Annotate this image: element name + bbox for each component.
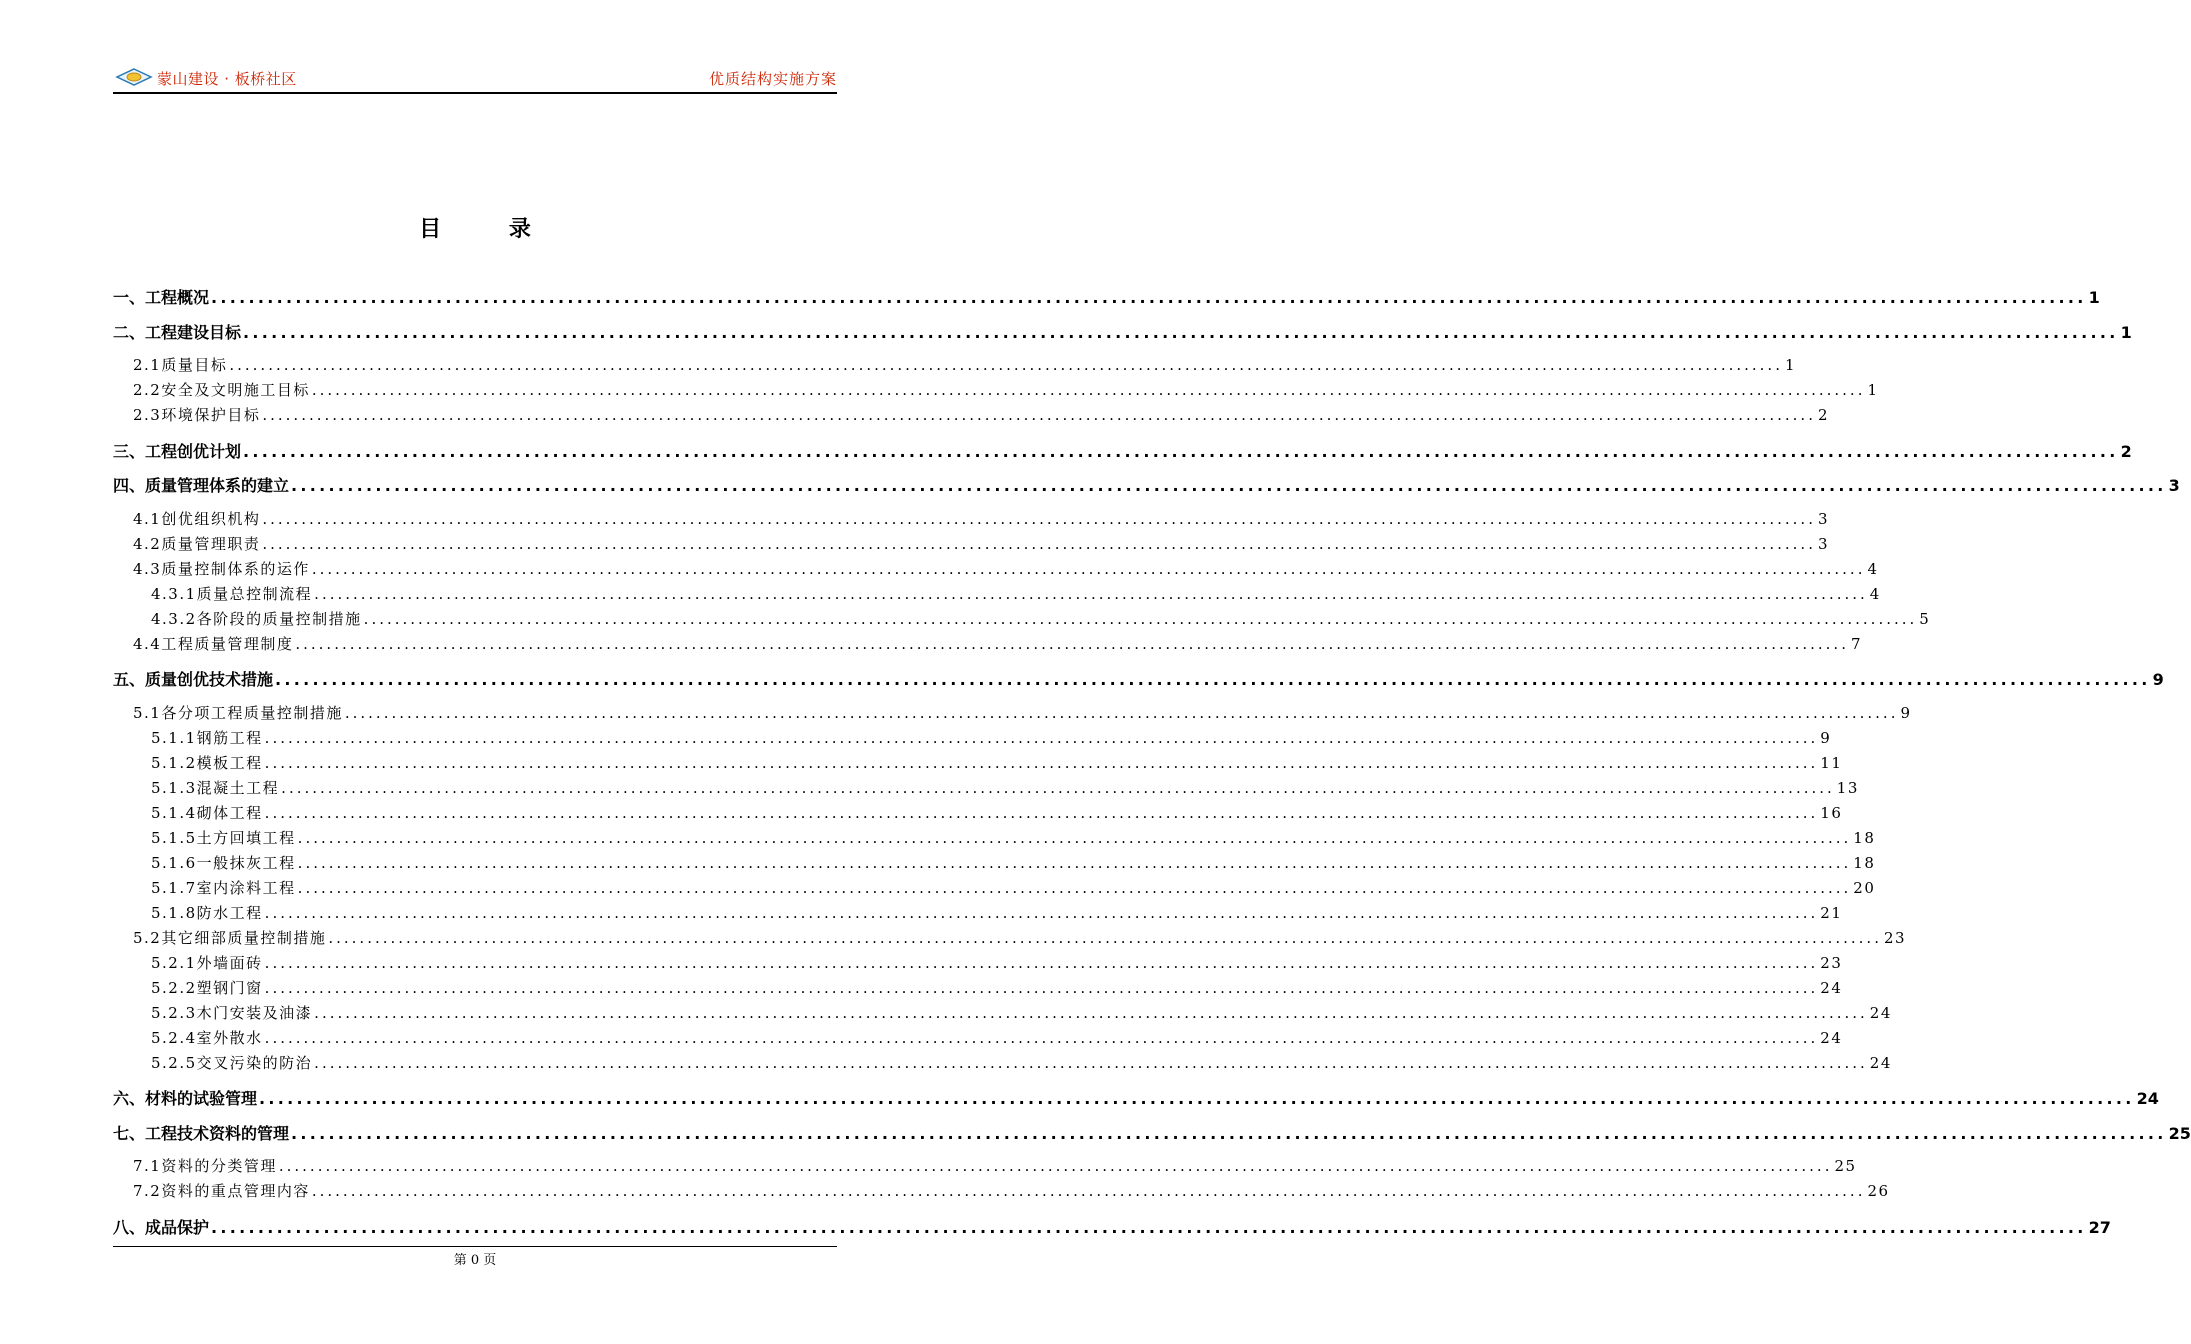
toc-leader-dots: ........................................................................................................................................................................................................: [328, 928, 1882, 947]
toc-leader-dots: ........................................................................................................................................................................................................: [229, 356, 1783, 374]
toc-entry[interactable]: [151, 977, 1843, 998]
toc-leader-dots: ........................................................................................................................................................................................................: [363, 609, 1918, 628]
toc-entry-label: 4.3质量控制体系的运作: [133, 559, 310, 578]
page-header: [113, 62, 837, 94]
toc-leader-dots: ........................................................................................................................................................................................................: [262, 534, 1816, 553]
toc-entry[interactable]: [133, 508, 1830, 529]
toc-entry-label: 5.1.2模板工程: [151, 753, 263, 772]
toc-leader-dots: ........................................................................................................................................................................................................: [311, 381, 1866, 399]
toc-leader-dots: ........................................................................................................................................................................................................: [314, 584, 1868, 603]
toc-entry-page: 9: [1900, 703, 1912, 722]
toc-entry-page: 24: [1869, 1003, 1892, 1022]
toc-entry-label: 5.1.5土方回填工程: [151, 828, 296, 847]
toc-entry[interactable]: [151, 877, 1876, 898]
toc-entry-page: 13: [1836, 778, 1859, 797]
toc-leader-dots: ........................................................................................................................................................................................................: [243, 441, 2119, 461]
toc-entry-page: 4: [1869, 584, 1881, 603]
toc-entry[interactable]: [151, 902, 1843, 923]
toc-entry-label: 4.3.1质量总控制流程: [151, 584, 313, 603]
toc-entry[interactable]: [133, 404, 1830, 425]
toc-entry-page: 5: [1919, 609, 1931, 628]
toc-entry[interactable]: [151, 827, 1876, 848]
toc-entry[interactable]: [113, 285, 2100, 308]
toc-entry-label: 一、工程概况: [113, 288, 210, 307]
toc-leader-dots: ........................................................................................................................................................................................................: [344, 703, 1899, 722]
toc-leader-dots: ........................................................................................................................................................................................................: [297, 878, 1852, 897]
toc-entry-label: 2.1质量目标: [133, 356, 228, 374]
toc-entry-page: 1: [2120, 322, 2132, 342]
toc-entry[interactable]: [113, 320, 2132, 343]
toc-leader-dots: ........................................................................................................................................................................................................: [264, 753, 1819, 772]
toc-entry-page: 4: [1867, 559, 1879, 578]
toc-entry-page: 2: [1817, 406, 1830, 424]
toc-leader-dots: ........................................................................................................................................................................................................: [211, 1217, 2087, 1237]
toc-entry[interactable]: [151, 777, 1859, 798]
toc-entry-label: 5.2其它细部质量控制措施: [133, 928, 327, 947]
toc-leader-dots: ........................................................................................................................................................................................................: [262, 406, 1816, 424]
footer-divider: [113, 1246, 837, 1247]
toc-entry[interactable]: [151, 608, 1931, 629]
toc-leader-dots: ........................................................................................................................................................................................................: [264, 978, 1819, 997]
toc-leader-dots: ........................................................................................................................................................................................................: [314, 1003, 1868, 1022]
toc-entry-label: 4.3.2各阶段的质量控制措施: [151, 609, 362, 628]
toc-entry-label: 7.1资料的分类管理: [133, 1157, 277, 1175]
toc-entry[interactable]: [151, 752, 1843, 773]
toc-leader-dots: ........................................................................................................................................................................................................: [264, 953, 1819, 972]
toc-entry[interactable]: [113, 1215, 2111, 1238]
toc-entry[interactable]: [133, 633, 1863, 654]
toc-entry[interactable]: [133, 1155, 1857, 1176]
toc-entry-label: 7.2资料的重点管理内容: [133, 1182, 310, 1200]
toc-leader-dots: ........................................................................................................................................................................................................: [291, 476, 2167, 495]
toc-leader-dots: ........................................................................................................................................................................................................: [264, 903, 1819, 922]
page-number: 第 0 页: [453, 1253, 497, 1268]
toc-leader-dots: ........................................................................................................................................................................................................: [281, 778, 1835, 797]
toc-entry-page: 23: [1883, 928, 1907, 947]
toc-entry-page: 16: [1820, 803, 1843, 822]
toc-leader-dots: ........................................................................................................................................................................................................: [278, 1157, 1833, 1175]
toc-entry-label: 六、材料的试验管理: [113, 1089, 258, 1108]
toc-leader-dots: ........................................................................................................................................................................................................: [264, 728, 1819, 747]
toc-entry-label: 4.4工程质量管理制度: [133, 634, 294, 653]
toc-entry[interactable]: [151, 583, 1881, 604]
toc-leader-dots: ........................................................................................................................................................................................................: [243, 322, 2119, 342]
toc-entry-label: 5.1各分项工程质量控制措施: [133, 703, 343, 722]
toc-entry-page: 3: [2168, 476, 2180, 495]
toc-leader-dots: ........................................................................................................................................................................................................: [291, 1123, 2167, 1143]
toc-entry-label: 2.3环境保护目标: [133, 406, 261, 424]
toc-leader-dots: ........................................................................................................................................................................................................: [211, 288, 2087, 307]
toc-entry-page: 23: [1820, 953, 1843, 972]
toc-entry-page: 7: [1850, 634, 1863, 653]
toc-entry[interactable]: [133, 354, 1797, 375]
toc-entry-label: 八、成品保护: [113, 1217, 210, 1237]
toc-entry[interactable]: [151, 802, 1843, 823]
toc-entry-page: 3: [1817, 534, 1830, 553]
toc-entry-page: 27: [2088, 1217, 2111, 1237]
toc-entry-page: 24: [1820, 978, 1843, 997]
toc-leader-dots: ........................................................................................................................................................................................................: [264, 1028, 1819, 1047]
toc-entry-label: 三、工程创优计划: [113, 441, 242, 461]
toc-entry[interactable]: [133, 1180, 1890, 1201]
toc-entry-label: 5.1.4砌体工程: [151, 803, 263, 822]
toc-entry[interactable]: [133, 702, 1912, 723]
toc-entry-page: 21: [1820, 903, 1843, 922]
toc-entry-page: 2: [2120, 441, 2132, 461]
toc-entry-page: 1: [2088, 288, 2100, 307]
toc-entry[interactable]: [151, 1002, 1892, 1023]
toc-entry-page: 24: [1820, 1028, 1843, 1047]
toc-entry[interactable]: [151, 727, 1832, 748]
toc-entry[interactable]: [151, 1027, 1843, 1048]
toc-entry-page: 1: [1784, 356, 1797, 374]
toc-entry-label: 5.2.3木门安装及油漆: [151, 1003, 313, 1022]
toc-entry-page: 24: [1869, 1053, 1892, 1072]
toc-entry-label: 5.1.1钢筋工程: [151, 728, 263, 747]
toc-entry[interactable]: [151, 852, 1876, 873]
toc-leader-dots: ........................................................................................................................................................................................................: [311, 559, 1866, 578]
toc-entry[interactable]: [113, 667, 2164, 690]
toc-entry-page: 3: [1817, 509, 1830, 528]
toc-leader-dots: ........................................................................................................................................................................................................: [259, 1089, 2135, 1108]
toc-entry-page: 1: [1867, 381, 1879, 399]
toc-entry[interactable]: [151, 1052, 1892, 1073]
toc-leader-dots: ........................................................................................................................................................................................................: [314, 1053, 1868, 1072]
toc-entry-label: 五、质量创优技术措施: [113, 670, 274, 689]
toc-entry-label: 5.1.8防水工程: [151, 903, 263, 922]
company-logo-icon: [116, 68, 152, 86]
toc-entry-label: 5.1.3混凝土工程: [151, 778, 280, 797]
toc-entry-page: 9: [2152, 670, 2164, 689]
toc-entry-page: 26: [1867, 1182, 1890, 1200]
toc-entry-page: 9: [1820, 728, 1832, 747]
toc-entry[interactable]: [133, 379, 1879, 400]
toc-entry-page: 20: [1853, 878, 1876, 897]
toc-entry-label: 5.2.5交叉污染的防治: [151, 1053, 313, 1072]
toc-entry-label: 5.2.2塑钢门窗: [151, 978, 263, 997]
toc-entry[interactable]: [151, 952, 1843, 973]
toc-entry-page: 25: [1834, 1157, 1857, 1175]
toc-leader-dots: ........................................................................................................................................................................................................: [264, 803, 1819, 822]
toc-entry-label: 七、工程技术资料的管理: [113, 1123, 290, 1143]
toc-entry[interactable]: [133, 927, 1907, 948]
toc-entry-label: 5.1.7室内涂料工程: [151, 878, 296, 897]
toc-entry-label: 4.2质量管理职责: [133, 534, 261, 553]
header-project-name: 蒙山建设 · 板桥社区: [157, 70, 297, 88]
toc-entry[interactable]: [113, 1121, 2191, 1144]
toc-entry-page: 25: [2168, 1123, 2191, 1143]
toc-entry-page: 18: [1853, 853, 1876, 872]
toc-leader-dots: ........................................................................................................................................................................................................: [275, 670, 2151, 689]
toc-entry-label: 2.2安全及文明施工目标: [133, 381, 310, 399]
toc-leader-dots: ........................................................................................................................................................................................................: [295, 634, 1849, 653]
toc-entry-label: 4.1创优组织机构: [133, 509, 261, 528]
toc-entry-page: 11: [1820, 753, 1843, 772]
toc-entry[interactable]: [113, 473, 2180, 496]
toc-entry-label: 5.1.6一般抹灰工程: [151, 853, 296, 872]
toc-entry-label: 5.2.1外墙面砖: [151, 953, 263, 972]
header-document-name: 优质结构实施方案: [708, 70, 837, 88]
toc-entry[interactable]: [133, 558, 1879, 579]
toc-entry[interactable]: [113, 439, 2132, 462]
page-title: 目 录: [419, 217, 561, 242]
toc-leader-dots: ........................................................................................................................................................................................................: [297, 828, 1852, 847]
toc-leader-dots: ........................................................................................................................................................................................................: [262, 509, 1816, 528]
toc-entry[interactable]: [133, 533, 1830, 554]
toc-entry-label: 四、质量管理体系的建立: [113, 476, 290, 495]
toc-entry-label: 5.2.4室外散水: [151, 1028, 263, 1047]
toc-leader-dots: ........................................................................................................................................................................................................: [297, 853, 1852, 872]
toc-leader-dots: ........................................................................................................................................................................................................: [311, 1182, 1866, 1200]
toc-entry[interactable]: [113, 1086, 2159, 1109]
toc-entry-page: 24: [2136, 1089, 2159, 1108]
toc-entry-label: 二、工程建设目标: [113, 322, 242, 342]
toc-entry-page: 18: [1853, 828, 1876, 847]
